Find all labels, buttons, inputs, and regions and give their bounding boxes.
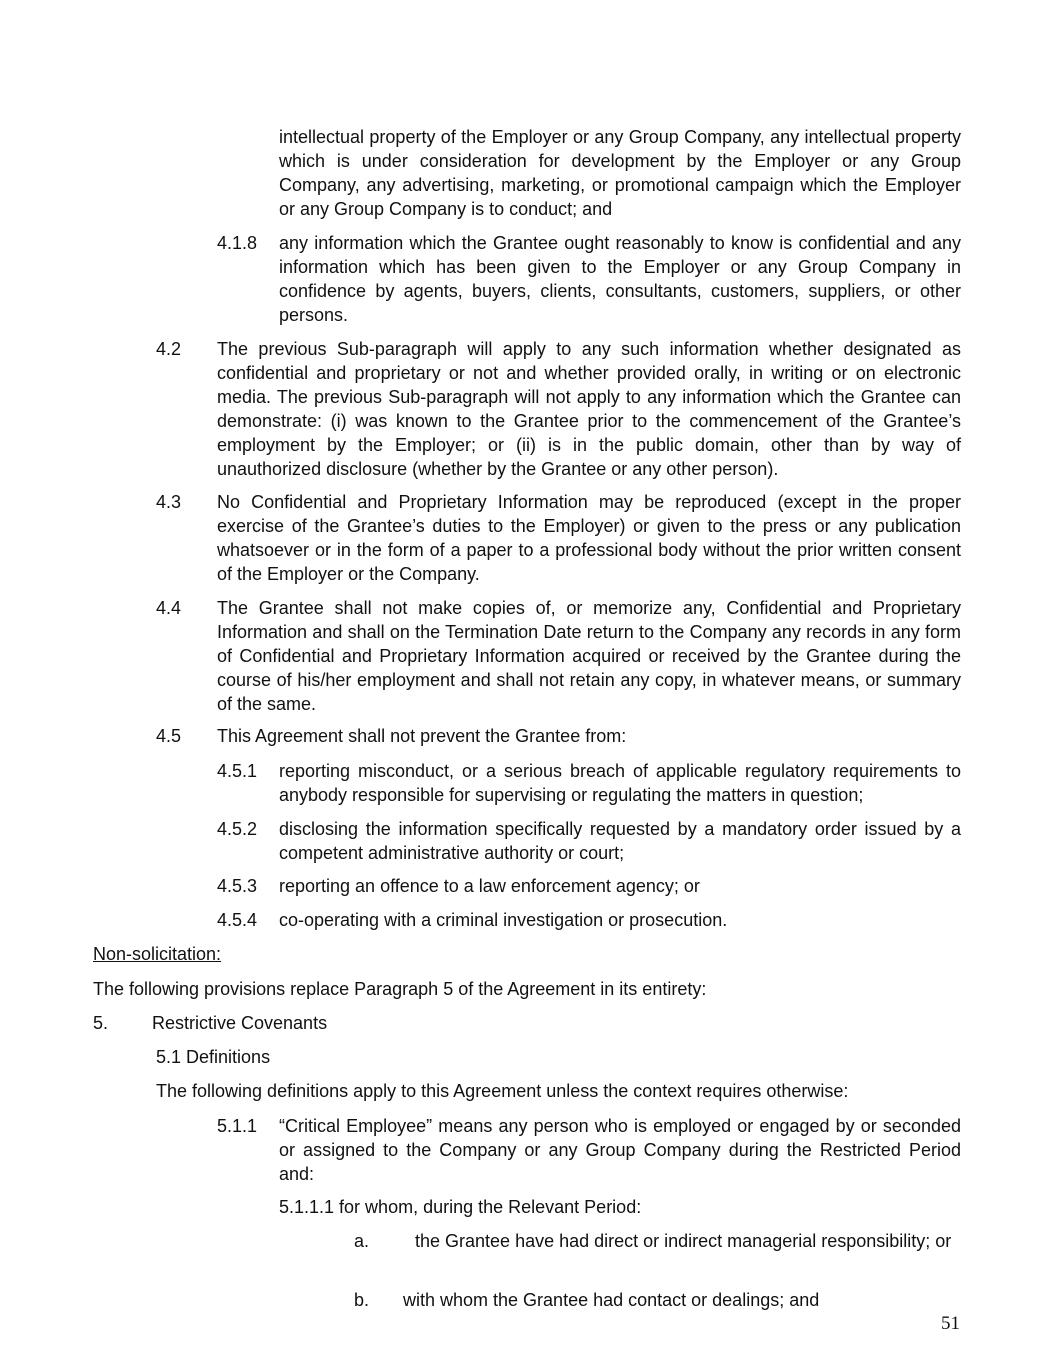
section-5-title: Restrictive Covenants	[152, 1013, 328, 1033]
item-text-4-5: This Agreement shall not prevent the Grantee from:	[217, 726, 627, 746]
section-5-number: 5.	[93, 1013, 109, 1033]
page-number: 51	[941, 1313, 960, 1334]
sub-item-a-text: the Grantee have had direct or indirect managerial responsibility; or	[415, 1231, 952, 1251]
replace-sentence: The following provisions replace Paragraph 5 of the Agreement in its entirety:	[93, 979, 707, 999]
item-number-4-5-1: 4.5.1	[217, 761, 258, 781]
non-solicitation-heading: Non-solicitation:	[93, 944, 222, 964]
item-number-4-5: 4.5	[156, 726, 182, 746]
item-text-4-5-3: reporting an offence to a law enforcement agency; or	[279, 876, 700, 896]
paragraph-4-1-7-continued: intellectual property of the Employer or any Group Company, any intellectual property which is under consideration for development by the Employer or any Group Company, any advertising, marketing, or promotional campaign which the Employer or any Group Company is to conduct; and	[279, 127, 961, 219]
item-text-4-3: No Confidential and Proprietary Information may be reproduced (except in the proper exercise of the Grantee’s duties to the Employer) or given to the press or any publication whatsoever or in the form of a paper to a professional body without the prior written consent of the Employer or the Company.	[217, 492, 961, 584]
item-text-4-2: The previous Sub-paragraph will apply to any such information whether designated as confidential and proprietary or not and whether provided orally, in writing or on electronic media. The previous Sub-paragraph will not apply to any information which the Grantee can demonstrate: (i) was known to the Grantee prior to the commencement of the Grantee’s employment by the Employer; or (ii) is in the public domain, other than by way of unauthorized disclosure (whether by the Grantee or any other person).	[217, 339, 961, 479]
item-text-4-5-2: disclosing the information specifically requested by a mandatory order issued by a competent administrative authority or court;	[279, 819, 961, 863]
item-number-4-5-4: 4.5.4	[217, 910, 258, 930]
item-number-4-3: 4.3	[156, 492, 182, 512]
item-number-4-5-2: 4.5.2	[217, 819, 258, 839]
item-number-4-5-3: 4.5.3	[217, 876, 258, 896]
item-number-4-1-8: 4.1.8	[217, 233, 258, 253]
item-number-5-1-1: 5.1.1	[217, 1116, 258, 1136]
definitions-heading: 5.1 Definitions	[156, 1047, 271, 1067]
item-number-4-2: 4.2	[156, 339, 182, 359]
item-text-4-1-8: any information which the Grantee ought reasonably to know is confidential and any information which has been given to the Employer or any Group Company in confidence by agents, buyers, clients, consultants, customers, suppliers, or other persons.	[279, 233, 961, 325]
sub-item-a-label: a.	[354, 1231, 370, 1251]
item-text-4-4: The Grantee shall not make copies of, or memorize any, Confidential and Proprietary Information and shall on the Termination Date return to the Company any records in any form of Confidential and Proprietary Information acquired or received by the Grantee during the course of his/her employment and shall not retain any copy, in whatever means, or summary of the same.	[217, 598, 961, 714]
item-text-4-5-1: reporting misconduct, or a serious breach of applicable regulatory requirements to anybody responsible for supervising or regulating the matters in question;	[279, 761, 961, 805]
item-text-4-5-4: co-operating with a criminal investigation or prosecution.	[279, 910, 728, 930]
item-text-5-1-1: “Critical Employee” means any person who is employed or engaged by or seconded or assigned to the Company or any Group Company during the Restricted Period and:	[279, 1116, 961, 1184]
sub-item-b-label: b.	[354, 1290, 370, 1310]
definitions-intro: The following definitions apply to this Agreement unless the context requires otherwise:	[156, 1081, 849, 1101]
sub-item-b-text: with whom the Grantee had contact or dealings; and	[403, 1290, 820, 1310]
item-number-4-4: 4.4	[156, 598, 182, 618]
item-5-1-1-1: 5.1.1.1 for whom, during the Relevant Period:	[279, 1197, 642, 1217]
